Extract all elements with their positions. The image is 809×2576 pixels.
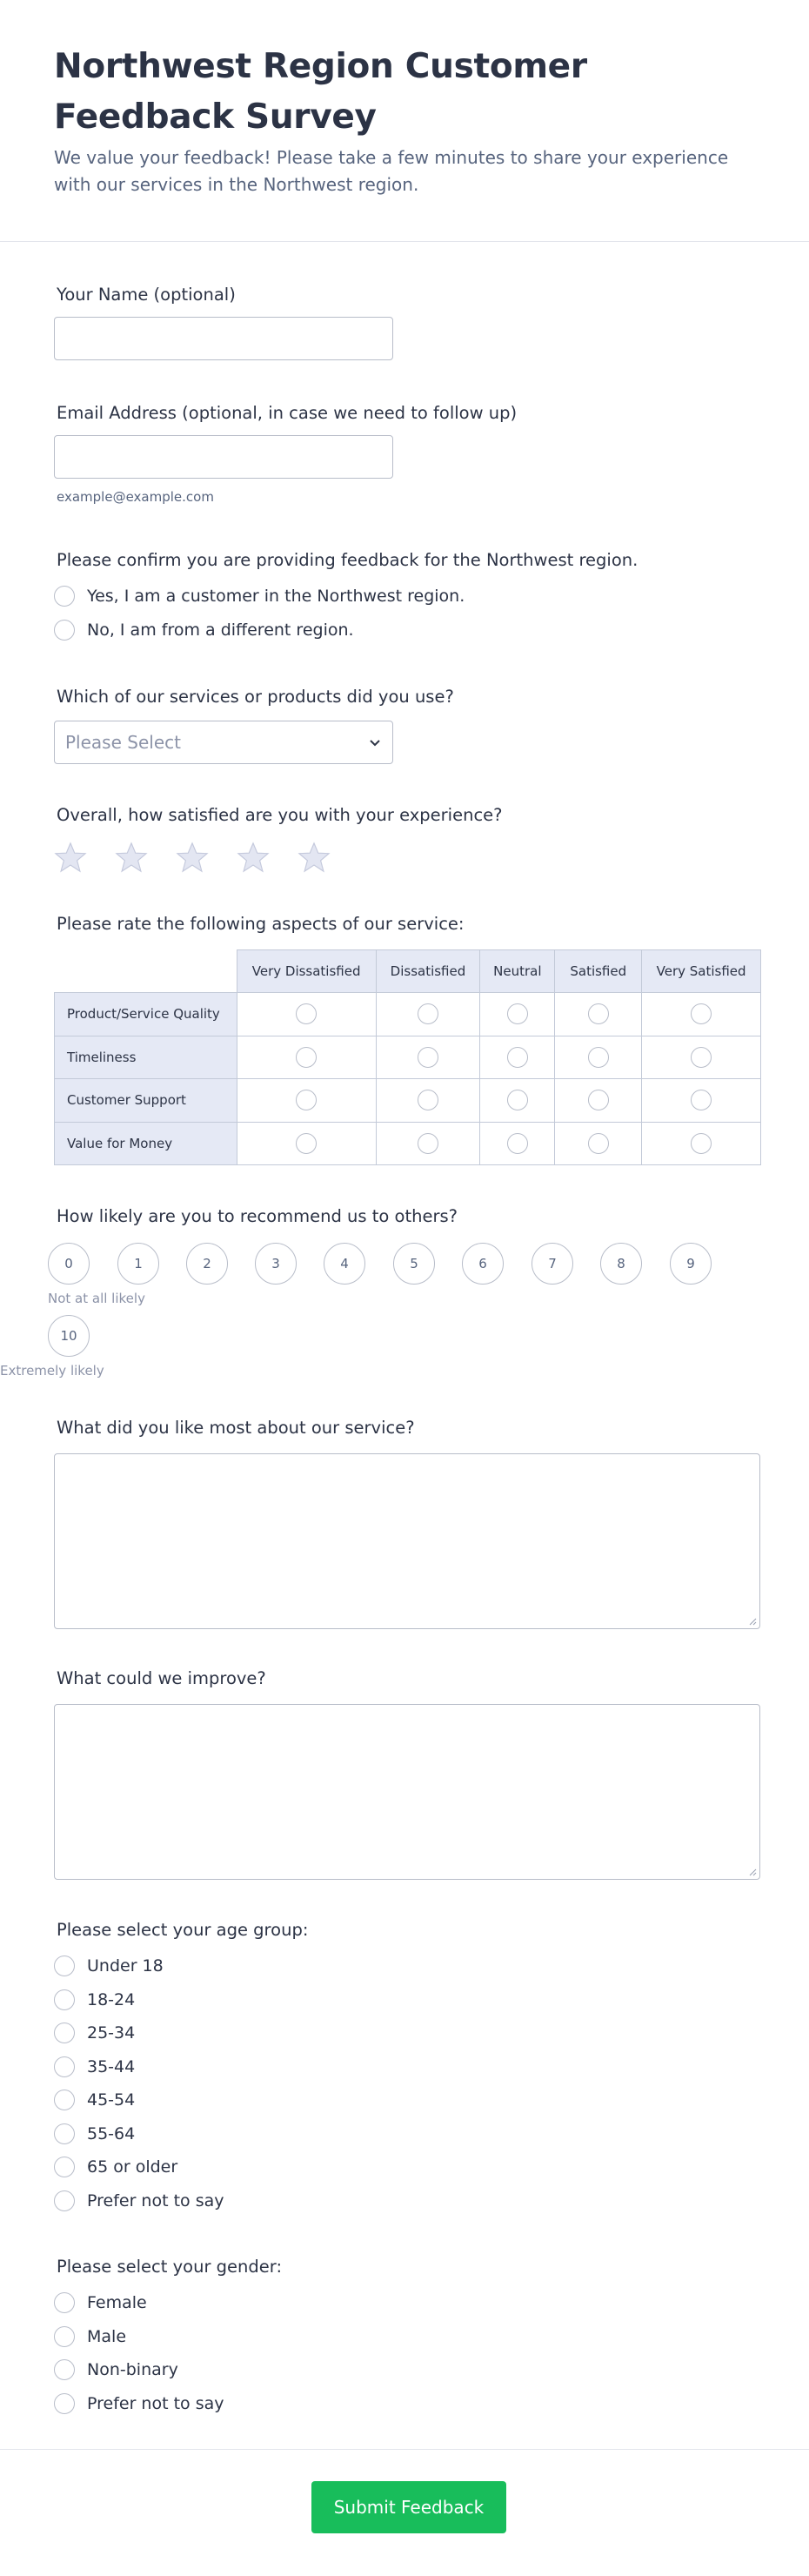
chevron-down-icon <box>368 735 382 749</box>
radio-button[interactable] <box>54 2090 75 2110</box>
radio-label: Female <box>87 2293 147 2312</box>
radio-button[interactable] <box>54 1955 75 1976</box>
age-label: Please select your age group: <box>57 1920 309 1940</box>
radio-label: Male <box>87 2326 127 2346</box>
improve-question <box>54 1667 760 1880</box>
radio-button[interactable] <box>54 2157 75 2177</box>
scale-option-10[interactable]: 10 <box>48 1315 90 1357</box>
scale-option-8[interactable]: 8 <box>600 1243 642 1285</box>
scale-option-1[interactable]: 1 <box>117 1243 159 1285</box>
recommend-label: How likely are you to recommend us to others? <box>57 1206 458 1226</box>
submit-button[interactable]: Submit Feedback <box>311 2481 506 2533</box>
scale-option-4[interactable]: 4 <box>324 1243 365 1285</box>
scale-high-caption: Extremely likely <box>0 1363 104 1379</box>
matrix-row-label: Product/Service Quality <box>55 993 237 1036</box>
radio-button[interactable] <box>54 586 75 607</box>
scale-option-9[interactable]: 9 <box>670 1243 712 1285</box>
radio-button[interactable] <box>54 2292 75 2313</box>
radio-label: Prefer not to say <box>87 2190 224 2210</box>
matrix-row-label: Timeliness <box>55 1036 237 1079</box>
liked-label: What did you like most about our service? <box>57 1418 415 1438</box>
radio-label: Prefer not to say <box>87 2393 224 2413</box>
radio-label: Under 18 <box>87 1956 164 1976</box>
region-option-yes[interactable] <box>54 585 638 607</box>
star-icon[interactable] <box>115 841 148 874</box>
age-option-35-44[interactable] <box>54 2056 308 2078</box>
matrix-row <box>55 993 761 1036</box>
radio-button[interactable] <box>588 1133 609 1154</box>
radio-button[interactable] <box>691 1090 712 1110</box>
star-icon[interactable] <box>176 841 209 874</box>
form-description: We value your feedback! Please take a few minutes to share your experience with our services in the Northwest region. <box>54 147 729 195</box>
services-question <box>54 686 454 764</box>
scale-option-7[interactable]: 7 <box>532 1243 573 1285</box>
age-question <box>54 1919 308 2223</box>
rating-matrix <box>54 949 761 1165</box>
radio-button[interactable] <box>296 1003 317 1024</box>
resize-handle-icon[interactable] <box>748 1868 757 1876</box>
radio-button[interactable] <box>507 1047 528 1068</box>
radio-button[interactable] <box>54 2023 75 2043</box>
name-input[interactable] <box>54 317 393 360</box>
radio-label: 18-24 <box>87 1989 136 2009</box>
name-label: Your Name (optional) <box>57 285 236 305</box>
matrix-column-header: Satisfied <box>555 950 642 993</box>
radio-label: 65 or older <box>87 2157 178 2177</box>
scale-option-5[interactable]: 5 <box>393 1243 435 1285</box>
services-dropdown[interactable] <box>54 721 393 764</box>
matrix-label: Please rate the following aspects of our service: <box>57 914 465 934</box>
radio-button[interactable] <box>418 1003 438 1024</box>
star-rating <box>54 841 503 874</box>
scale-option-3[interactable]: 3 <box>255 1243 297 1285</box>
form-footer <box>0 2449 809 2576</box>
age-option-45-54[interactable] <box>54 2089 308 2111</box>
matrix-row-label: Customer Support <box>55 1079 237 1123</box>
star-icon[interactable] <box>298 841 331 874</box>
improve-textarea[interactable] <box>54 1704 760 1880</box>
star-icon[interactable] <box>237 841 270 874</box>
matrix-row-label: Value for Money <box>55 1122 237 1165</box>
scale-option-6[interactable]: 6 <box>462 1243 504 1285</box>
radio-button[interactable] <box>54 2190 75 2211</box>
name-question <box>54 284 393 360</box>
gender-label: Please select your gender: <box>57 2257 283 2277</box>
region-question <box>54 549 638 652</box>
recommend-scale <box>0 1243 809 1382</box>
email-hint: example@example.com <box>57 489 214 505</box>
radio-button[interactable] <box>418 1047 438 1068</box>
radio-button[interactable] <box>588 1090 609 1110</box>
radio-button[interactable] <box>507 1090 528 1110</box>
services-placeholder: Please Select <box>65 732 181 753</box>
radio-button[interactable] <box>296 1090 317 1110</box>
email-label: Email Address (optional, in case we need to follow up) <box>57 403 518 423</box>
improve-label: What could we improve? <box>57 1668 266 1688</box>
radio-label: No, I am from a different region. <box>87 620 354 640</box>
email-input[interactable] <box>54 435 393 479</box>
age-option-prefer-not[interactable] <box>54 2190 308 2212</box>
scale-option-2[interactable]: 2 <box>186 1243 228 1285</box>
radio-label: 45-54 <box>87 2090 136 2110</box>
age-option-under-18[interactable] <box>54 1955 308 1977</box>
gender-option-female[interactable] <box>54 2291 282 2314</box>
radio-button[interactable] <box>54 2056 75 2077</box>
matrix-column-header: Neutral <box>480 950 555 993</box>
matrix-row <box>55 1036 761 1079</box>
resize-handle-icon[interactable] <box>748 1617 757 1626</box>
matrix-row <box>55 1122 761 1165</box>
radio-label: 55-64 <box>87 2123 136 2143</box>
radio-button[interactable] <box>296 1133 317 1154</box>
region-label: Please confirm you are providing feedback for the Northwest region. <box>57 550 639 570</box>
radio-button[interactable] <box>54 2123 75 2144</box>
matrix-corner <box>55 950 237 993</box>
matrix-column-header: Dissatisfied <box>376 950 480 993</box>
age-option-18-24[interactable] <box>54 1989 308 2011</box>
liked-textarea[interactable] <box>54 1453 760 1629</box>
radio-button[interactable] <box>588 1047 609 1068</box>
radio-button[interactable] <box>418 1090 438 1110</box>
recommend-question <box>54 1205 458 1228</box>
matrix-column-header: Very Satisfied <box>642 950 761 993</box>
age-option-65-plus[interactable] <box>54 2156 308 2178</box>
age-option-55-64[interactable] <box>54 2123 308 2145</box>
radio-button[interactable] <box>54 1989 75 2010</box>
radio-button[interactable] <box>691 1047 712 1068</box>
radio-label: 35-44 <box>87 2056 136 2076</box>
radio-label: Non-binary <box>87 2360 178 2379</box>
radio-button[interactable] <box>54 620 75 641</box>
gender-option-prefer-not[interactable] <box>54 2392 282 2415</box>
radio-button[interactable] <box>588 1003 609 1024</box>
radio-button[interactable] <box>296 1047 317 1068</box>
radio-button[interactable] <box>507 1133 528 1154</box>
radio-button[interactable] <box>54 2393 75 2414</box>
services-label: Which of our services or products did you use? <box>57 687 454 707</box>
scale-option-0[interactable]: 0 <box>48 1243 90 1285</box>
matrix-question <box>54 913 761 1165</box>
gender-question <box>54 2256 282 2425</box>
star-icon[interactable] <box>54 841 87 874</box>
gender-option-non-binary[interactable] <box>54 2358 282 2381</box>
radio-label: Yes, I am a customer in the Northwest region. <box>87 587 465 606</box>
liked-question <box>54 1417 760 1629</box>
form-title: Northwest Region Customer Feedback Survey <box>54 47 587 137</box>
radio-button[interactable] <box>418 1133 438 1154</box>
radio-button[interactable] <box>54 2326 75 2347</box>
gender-option-male[interactable] <box>54 2325 282 2348</box>
matrix-column-header: Very Dissatisfied <box>237 950 376 993</box>
matrix-row <box>55 1079 761 1123</box>
region-option-no[interactable] <box>54 619 638 641</box>
radio-button[interactable] <box>507 1003 528 1024</box>
scale-low-caption: Not at all likely <box>48 1291 145 1306</box>
form-header <box>0 0 809 242</box>
satisfaction-question <box>54 804 503 874</box>
radio-button[interactable] <box>691 1003 712 1024</box>
satisfaction-label: Overall, how satisfied are you with your experience? <box>57 805 503 825</box>
age-option-25-34[interactable] <box>54 2022 308 2044</box>
email-question <box>54 402 517 505</box>
radio-label: 25-34 <box>87 2023 136 2043</box>
radio-button[interactable] <box>54 2359 75 2380</box>
radio-button[interactable] <box>691 1133 712 1154</box>
